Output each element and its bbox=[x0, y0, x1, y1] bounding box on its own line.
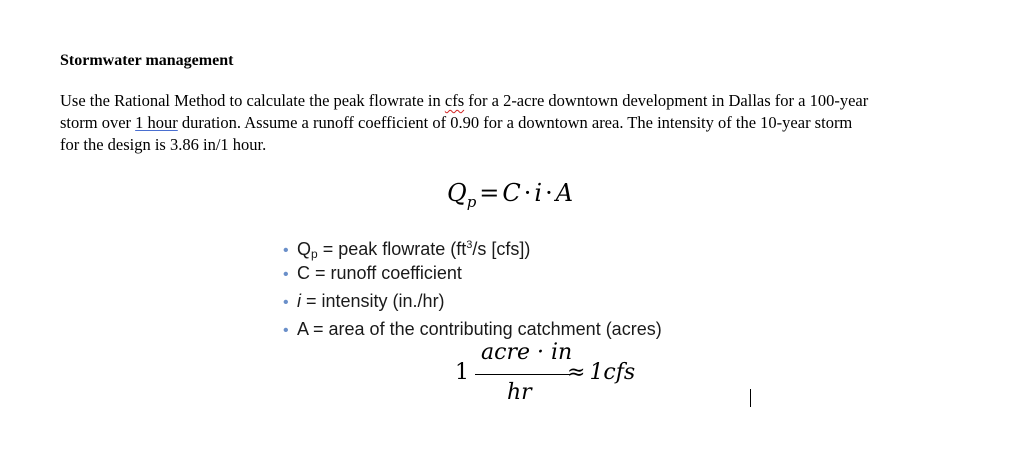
eq-c: C bbox=[502, 179, 521, 207]
definition-item-qp bbox=[283, 233, 662, 261]
conv-numerator: acre · in bbox=[481, 340, 573, 365]
eq-i: i bbox=[534, 179, 543, 207]
document-title: Stormwater management bbox=[60, 52, 234, 69]
paragraph-line-1 bbox=[60, 90, 990, 112]
paragraph-line-2 bbox=[60, 112, 990, 134]
conv-fraction-bar bbox=[475, 374, 571, 375]
bullet-icon: • bbox=[283, 266, 289, 283]
eq-equals: = bbox=[479, 179, 500, 207]
line2-text-b: duration. Assume a runoff coefficient of 0.90 for a downtown area. The intensity of the 10-year storm bbox=[177, 113, 853, 132]
def-qp-text-b: /s [cfs]) bbox=[472, 239, 531, 259]
unit-conversion-equation bbox=[455, 340, 655, 410]
conv-result: 1cfs bbox=[589, 360, 636, 385]
hour-underlined-text: 1 hour bbox=[135, 113, 178, 132]
conv-approx bbox=[567, 360, 635, 385]
def-i-text: = intensity (in./hr) bbox=[301, 291, 445, 311]
paragraph-line-3: for the design is 3.86 in/1 hour. bbox=[60, 135, 267, 154]
def-qp-subscript: p bbox=[311, 247, 318, 261]
def-i-symbol: i bbox=[297, 291, 301, 311]
bullet-icon: • bbox=[283, 242, 289, 259]
eq-lhs: Q bbox=[447, 179, 467, 207]
eq-a: A bbox=[555, 179, 574, 207]
def-a-text: A = area of the contributing catchment (acres) bbox=[297, 319, 662, 339]
text-cursor bbox=[750, 389, 751, 407]
conv-denominator: hr bbox=[507, 380, 532, 405]
rational-method-equation bbox=[447, 179, 573, 211]
def-qp-text-a: = peak flowrate (ft bbox=[317, 239, 467, 259]
definition-item-c bbox=[283, 261, 662, 289]
line1-text-b: for a 2-acre downtown development in Dallas for a 100-year bbox=[464, 91, 869, 110]
definition-item-i bbox=[283, 289, 662, 317]
bullet-icon: • bbox=[283, 322, 289, 339]
def-qp-superscript: 3 bbox=[466, 239, 473, 251]
cfs-spellcheck-word: cfs bbox=[444, 91, 465, 110]
eq-dot-2: · bbox=[545, 179, 553, 207]
problem-paragraph bbox=[60, 90, 990, 156]
def-qp-symbol: Q bbox=[297, 239, 312, 259]
def-c-text: C = runoff coefficient bbox=[297, 263, 462, 283]
definitions-list bbox=[283, 233, 662, 345]
conv-coefficient: 1 bbox=[455, 360, 469, 385]
line2-text-a: storm over bbox=[60, 113, 136, 132]
conv-approx-symbol: ≈ bbox=[567, 360, 586, 385]
line1-text-a: Use the Rational Method to calculate the peak flowrate in bbox=[60, 91, 445, 110]
eq-dot-1: · bbox=[523, 179, 532, 207]
bullet-icon: • bbox=[283, 294, 289, 311]
eq-lhs-subscript: p bbox=[466, 193, 477, 211]
